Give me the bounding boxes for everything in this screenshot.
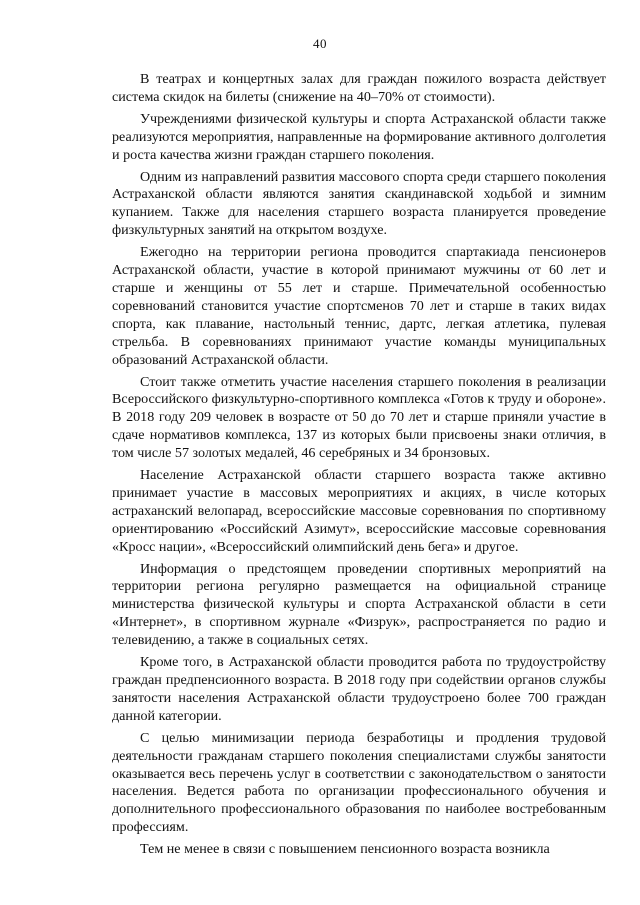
paragraph-mass-events: Население Астраханской области старшего возраста также активно принимает участие в массовых мероприятиях и акциях, в числе которых астраханский велопарад, всероссийские массовые соревнования по спортивному ориентированию «Российский Азимут», всероссийские массовые соревнования «Кросс нации», «Всероссийский олимпийский день бега» и другое.: [112, 467, 606, 555]
paragraph-spartakiad: Ежегодно на территории региона проводится спартакиада пенсионеров Астраханской области, участие в которой принимают мужчины от 60 лет и старше и женщины от 55 лет и старше. Примечательной особенностью соревнований становится участие спортсменов 70 лет и старше в таких видах спорта, как плавание, настольный теннис, дартс, легкая атлетика, пулевая стрельба. В соревнованиях принимают участие команды муниципальных образований Астраханской области.: [112, 244, 606, 368]
paragraph-gto-complex: Стоит также отметить участие населения старшего поколения в реализации Всероссийского физкультурно-спортивного комплекса «Готов к труду и обороне». В 2018 году 209 человек в возрасте от 50 до 70 лет и старше приняли участие в сдаче нормативов комплекса, 137 из которых были присвоены знаки отличия, в том числе 57 золотых медалей, 46 серебряных и 34 бронзовых.: [112, 373, 606, 462]
paragraph-pension-age: Тем не менее в связи с повышением пенсионного возраста возникла: [140, 841, 550, 858]
paragraph-information: Информация о предстоящем проведении спортивных мероприятий на территории региона регулярно размещается на официальной странице министерства физической культуры и спорта Астраханской области в сети «Интернет», в спортивном журнале «Физрук», распространяется по радио и телевидению, а также в социальных сетях.: [112, 560, 606, 649]
paragraph-sport-institutions: Учреждениями физической культуры и спорта Астраханской области также реализуются мероприятия, направленные на формирование активного долголетия и роста качества жизни граждан старшего поколения.: [112, 110, 606, 163]
paragraph-employment: Кроме того, в Астраханской области проводится работа по трудоустройству граждан предпенсионного возраста. В 2018 году при содействии органов службы занятости населения Астраханской области трудоустроено более 700 граждан данной категории.: [112, 654, 606, 724]
paragraph-nordic-walking: Одним из направлений развития массового спорта среди старшего поколения Астраханской области являются занятия скандинавской ходьбой и зимним купанием. Также для населения старшего возраста планируется проведение физкультурных занятий на открытом воздухе.: [112, 168, 606, 239]
document-body: [112, 71, 606, 859]
page-number: 40: [313, 36, 327, 51]
paragraph-theater-discounts: В театрах и концертных залах для граждан пожилого возраста действует система скидок на билеты (снижение на 40–70% от стоимости).: [112, 71, 606, 105]
paragraph-unemployment: С целью минимизации периода безработицы и продления трудовой деятельности гражданам старшего поколения специалистами службы занятости оказывается весь перечень услуг в соответствии с законодательством о занятости населения. Ведется работа по организации профессионального обучения и дополнительного профессионального образования по наиболее востребованным профессиям.: [112, 729, 606, 836]
